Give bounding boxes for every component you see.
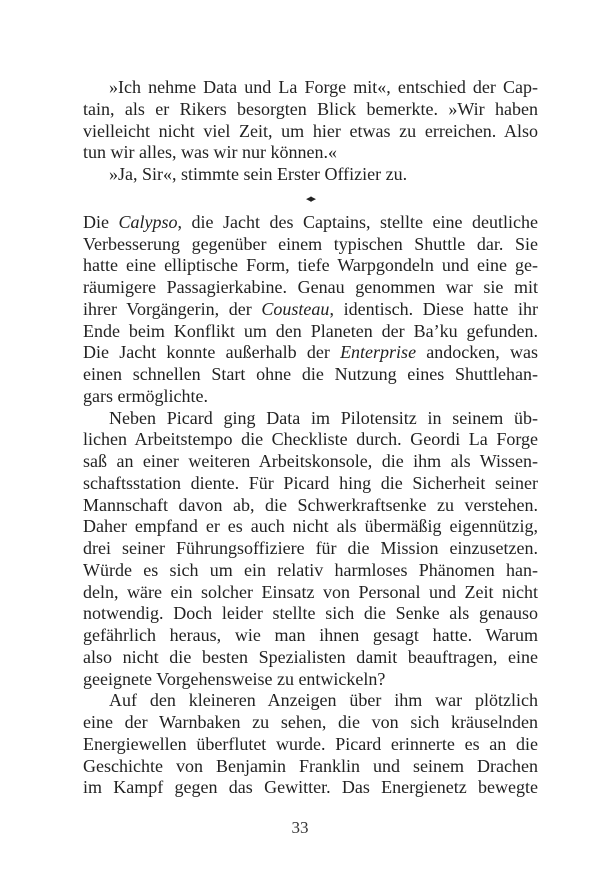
text-segment: Würde es sich um ein relativ harmloses Phänomen han- — [83, 559, 538, 580]
text-segment: lichen Arbeitstempo die Checkliste durch. Geordi La Forge — [83, 429, 538, 450]
text-line — [83, 364, 538, 386]
text-line — [83, 712, 538, 734]
text-segment: räumigere Passagierkabine. Genau genommen war sie mit — [83, 277, 538, 297]
text-segment: ihrer Vorgängerin, der — [83, 298, 262, 319]
text-line — [83, 538, 538, 560]
text-segment: hatte eine elliptische Form, tiefe Warpgondeln und eine ge- — [83, 255, 538, 276]
text-line — [83, 255, 538, 277]
text-line — [83, 625, 538, 647]
text-segment: also nicht die besten Spezialisten damit beauftragen, eine — [83, 646, 538, 667]
italic-title: Cousteau — [261, 298, 330, 319]
text-line — [83, 560, 538, 582]
book-page-text — [83, 77, 538, 799]
italic-title: Calypso — [118, 211, 178, 232]
text-segment: »Ja, Sir«, stimmte sein Erster Offizier zu. — [109, 164, 408, 184]
text-segment: Ende beim Konflikt um den Planeten der Ba’ku gefunden. — [83, 320, 538, 341]
text-segment: Die Jacht konnte außerhalb der — [83, 342, 341, 363]
text-line — [83, 164, 538, 186]
text-line — [83, 121, 538, 143]
text-segment: Mannschaft davon ab, die Schwerkraftsenke zu verstehen. — [83, 494, 538, 515]
text-line — [83, 321, 538, 343]
text-segment: im Kampf gegen das Gewitter. Das Energienetz bewegte — [83, 777, 538, 798]
text-line — [83, 690, 538, 712]
text-segment: schaftsstation diente. Für Picard hing die Sicherheit seiner — [83, 472, 538, 493]
text-segment: notwendig. Doch leider stellte sich die Senke als genauso — [83, 603, 538, 624]
text-segment: andocken, was — [416, 342, 538, 363]
text-segment: , die Jacht des Captains, stellte eine deutliche — [177, 211, 538, 232]
text-line — [83, 756, 538, 778]
text-segment: »Ich nehme Data und La Forge mit«, entschied der Cap- — [109, 77, 538, 97]
text-line — [83, 451, 538, 473]
text-segment: geeignete Vorgehensweise zu entwickeln? — [83, 668, 386, 689]
text-segment: tun wir alles, was wir nur können.« — [83, 142, 337, 163]
text-segment: saß an einer weiteren Arbeitskonsole, die ihm als Wissen- — [83, 451, 538, 471]
text-segment: deln, wäre ein solcher Einsatz von Personal und Zeit nicht — [83, 581, 538, 602]
text-line — [83, 516, 538, 538]
text-segment: eine der Warnbaken zu sehen, die von sich kräuselnden — [83, 712, 538, 732]
text-segment: Neben Picard ging Data im Pilotensitz in seinem üb- — [109, 407, 538, 428]
text-segment: gefährlich heraus, wie man ihnen gesagt hatte. Warum — [83, 625, 538, 645]
text-line — [83, 429, 538, 451]
paragraph — [83, 408, 538, 691]
text-line — [83, 234, 538, 256]
text-line — [83, 299, 538, 321]
text-segment: einen schnellen Start ohne die Nutzung eines Shuttlehan- — [83, 364, 538, 384]
text-segment: drei seiner Führungsoffiziere für die Mission einzusetzen. — [83, 538, 538, 558]
text-segment: Geschichte von Benjamin Franklin und seinem Drachen — [83, 755, 538, 776]
paragraph — [83, 690, 538, 799]
paragraph — [83, 77, 538, 164]
text-line — [83, 603, 538, 625]
text-segment: Verbesserung gegenüber einem typischen Shuttle dar. Sie — [83, 233, 538, 254]
section-separator-icon: ◂▸ — [305, 192, 316, 205]
text-line — [83, 212, 538, 234]
text-segment: Daher empfand er es auch nicht als übermäßig eigennützig, — [83, 516, 538, 537]
text-line — [83, 647, 538, 669]
text-line — [83, 734, 538, 756]
text-segment: , identisch. Diese hatte ihr — [329, 298, 538, 319]
text-line — [83, 582, 538, 604]
text-segment: Auf den kleineren Anzeigen über ihm war plötzlich — [109, 690, 538, 711]
text-line — [83, 495, 538, 517]
paragraph — [83, 212, 538, 408]
text-line — [83, 77, 538, 99]
text-line — [83, 99, 538, 121]
text-line — [83, 142, 538, 164]
paragraph — [83, 164, 538, 186]
text-line — [83, 408, 538, 430]
text-segment: gars ermöglichte. — [83, 385, 208, 406]
text-segment: Die — [83, 211, 119, 232]
text-line — [83, 777, 538, 799]
text-segment: Energiewellen überflutet wurde. Picard erinnerte es an die — [83, 733, 538, 754]
italic-title: Enterprise — [340, 342, 417, 363]
text-line — [83, 386, 538, 408]
text-line — [83, 473, 538, 495]
text-line — [83, 342, 538, 364]
text-segment: tain, als er Rikers besorgten Blick bemerkte. »Wir haben — [83, 98, 538, 119]
page-number: 33 — [291, 818, 309, 837]
text-segment: vielleicht nicht viel Zeit, um hier etwas zu erreichen. Also — [83, 120, 538, 141]
text-line — [83, 669, 538, 691]
text-line — [83, 277, 538, 299]
